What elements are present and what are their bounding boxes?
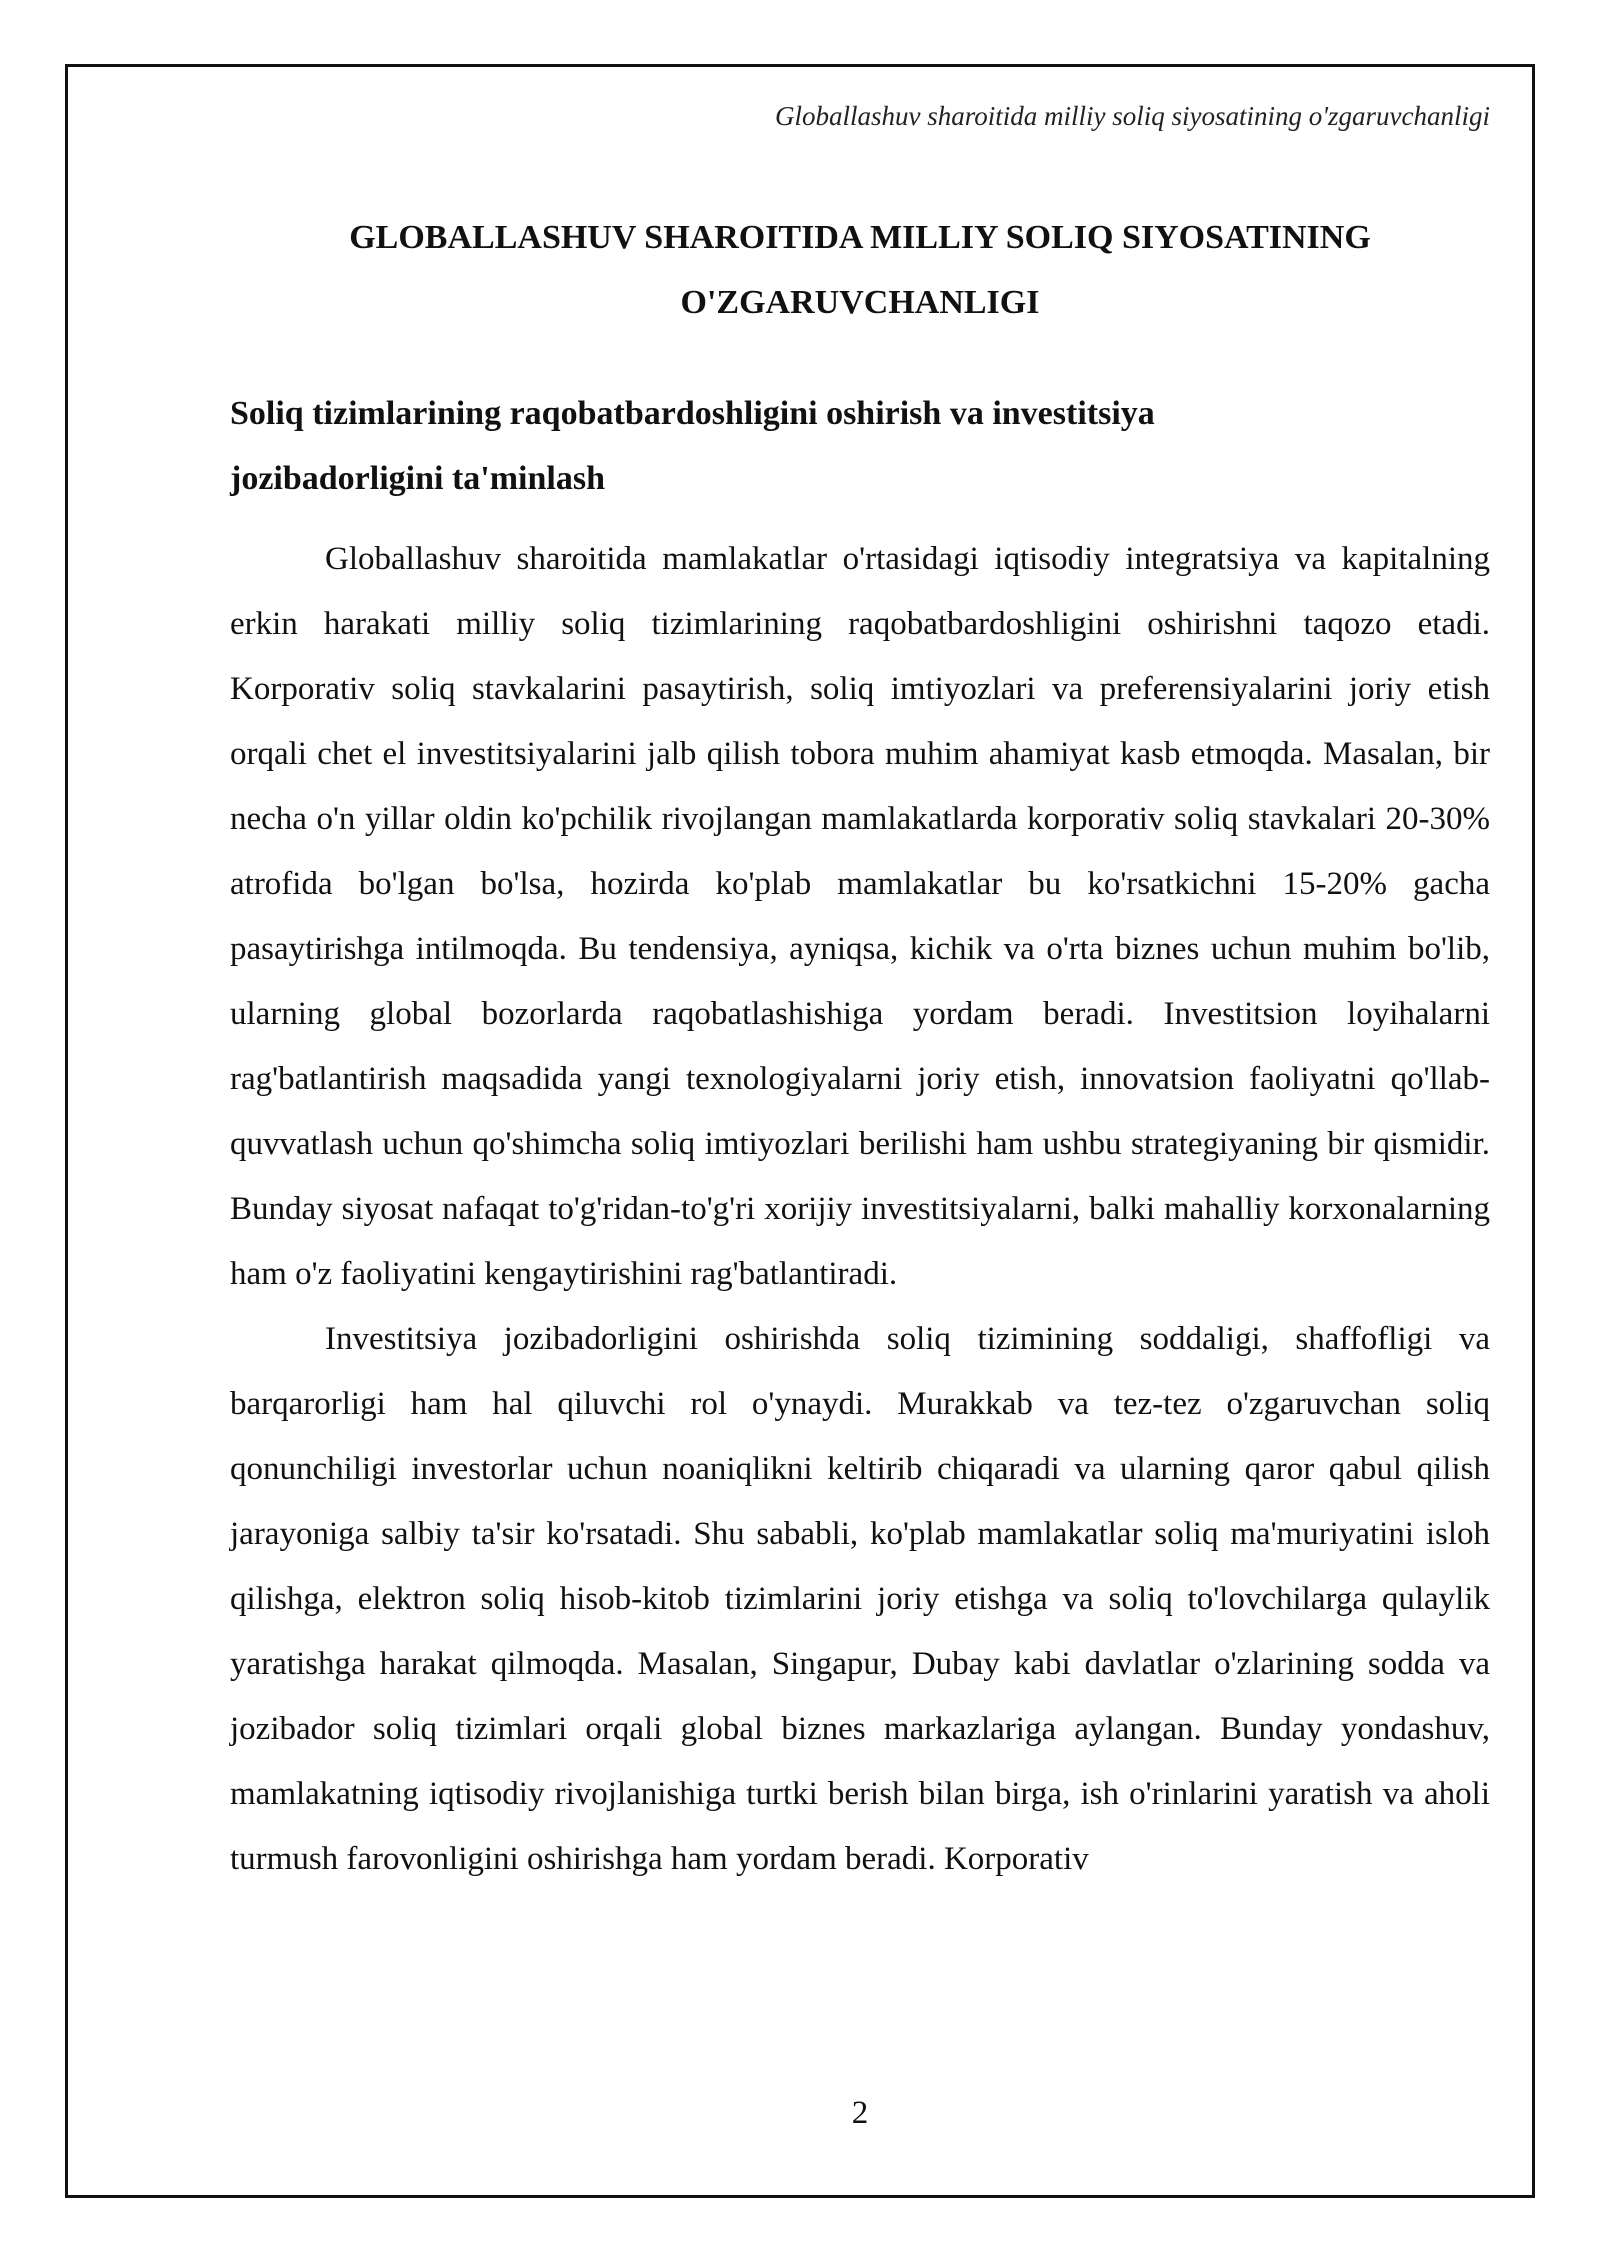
body-text bbox=[230, 527, 1490, 1892]
page-number: 2 bbox=[851, 2095, 869, 2131]
section-heading-line-1: Soliq tizimlarining raqobatbardoshligini oshirish va investitsiya bbox=[230, 395, 1155, 432]
title-line-1: GLOBALLASHUV SHAROITIDA MILLIY SOLIQ SIYOSATINING bbox=[349, 219, 1371, 256]
paragraph-2: Investitsiya jozibadorligini oshirishda soliq tizimining soddaligi, shaffofligi va barqarorligi ham hal qiluvchi rol o'ynaydi. Murakkab va tez-tez o'zgaruvchan soliq qonunchiligi investorlar uchun noaniqlikni keltirib chiqaradi va ularning qaror qabul qilish jarayoniga salbiy ta'sir ko'rsatadi. Shu sababli, ko'plab mamlakatlar soliq ma'muriyatini isloh qilishga, elektron soliq hisob-kitob tizimlarini joriy etishga va soliq to'lovchilarga qulaylik yaratishga harakat qilmoqda. Masalan, Singapur, Dubay kabi davlatlar o'zlarining sodda va jozibador soliq tizimlari orqali global biznes markazlariga aylangan. Bunday yondashuv, mamlakatning iqtisodiy rivojlanishiga turtki berish bilan birga, ish o'rinlarini yaratish va aholi turmush farovonligini oshirishga ham yordam beradi. Korporativ bbox=[230, 1321, 1490, 1877]
running-header: Globallashuv sharoitida milliy soliq siyosatining o'zgaruvchanligi bbox=[774, 101, 1490, 131]
section-heading bbox=[230, 381, 1490, 511]
title-line-2: O'ZGARUVCHANLIGI bbox=[680, 284, 1040, 321]
document-title bbox=[230, 205, 1490, 335]
paragraph-1: Globallashuv sharoitida mamlakatlar o'rtasidagi iqtisodiy integratsiya va kapitalning erkin harakati milliy soliq tizimlarining raqobatbardoshligini oshirishni taqozo etadi. Korporativ soliq stavkalarini pasaytirish, soliq imtiyozlari va preferensiyalarini joriy etish orqali chet el investitsiyalarini jalb qilish tobora muhim ahamiyat kasb etmoqda. Masalan, bir necha o'n yillar oldin ko'pchilik rivojlangan mamlakatlarda korporativ soliq stavkalari 20-30% atrofida bo'lgan bo'lsa, hozirda ko'plab mamlakatlar bu ko'rsatkichni 15-20% gacha pasaytirishga intilmoqda. Bu tendensiya, ayniqsa, kichik va o'rta biznes uchun muhim bo'lib, ularning global bozorlarda raqobatlashishiga yordam beradi. Investitsion loyihalarni rag'batlantirish maqsadida yangi texnologiyalarni joriy etish, innovatsion faoliyatni qo'llab-quvvatlash uchun qo'shimcha soliq imtiyozlari berilishi ham ushbu strategiyaning bir qismidir. Bunday siyosat nafaqat to'g'ridan-to'g'ri xorijiy investitsiyalarni, balki mahalliy korxonalarning ham o'z faoliyatini kengaytirishini rag'batlantiradi. bbox=[230, 541, 1490, 1292]
section-heading-line-2: jozibadorligini ta'minlash bbox=[230, 460, 605, 497]
